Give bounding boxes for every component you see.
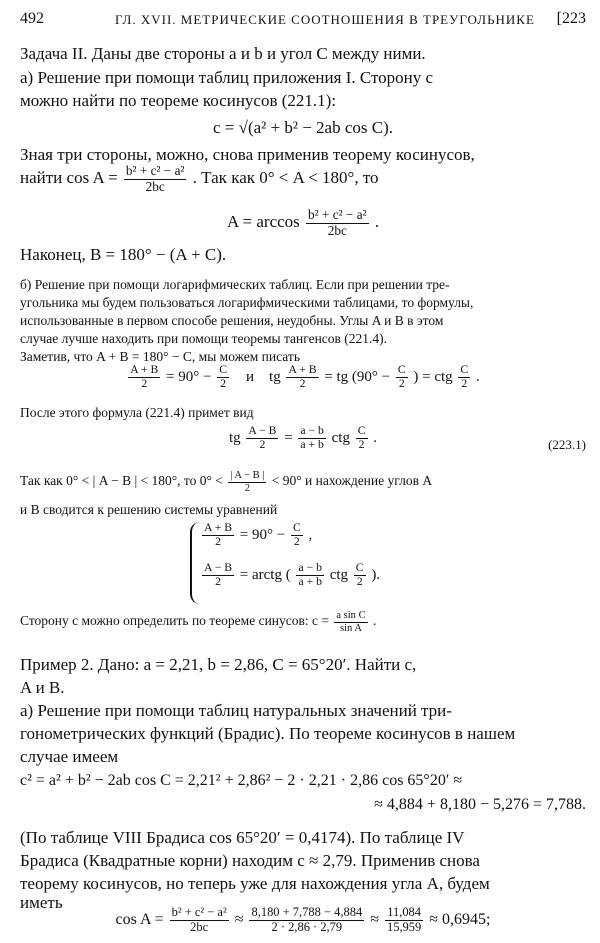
text-line: иметь [20, 893, 63, 912]
page-number: 492 [20, 10, 44, 27]
text-line: Зная три стороны, можно, снова применив теорему косинусов, [20, 145, 475, 164]
text-line: Наконец, B = 180° − (A + C). [20, 245, 227, 264]
text-line: (По таблице VIII Брадиса cos 65°20′ = 0,4174). По таблице IV [20, 828, 465, 847]
formula-cos-a-value: cos A = $\frac{\text{b² + c² − a²}}{2bc}$ ≈ $\frac{8,180 + 7,788 - 4,884}{2 \cdot 2,86 \cdot 2,79}$ ≈ $\frac{11,084}{15,959}$ ≈ 0,6945; [115, 906, 491, 934]
formula-c-squared-value: ≈ 4,884 + 8,180 − 5,276 = 7,788. [374, 796, 586, 813]
task-title: Задача II. Даны две стороны a и b и угол C между ними. [20, 44, 426, 63]
fraction: $\frac{\text{b² + c² − a²}}{2bc}$ [308, 208, 367, 238]
equation-system [190, 522, 570, 604]
text-line: Брадиса (Квадратные корни) находим c ≈ 2,79. Применив снова [20, 851, 480, 870]
formula-c-squared: c² = a² + b² − 2ab cos C = 2,21² + 2,86² − 2 · 2,21 · 2,86 cos 65°20′ ≈ [20, 772, 463, 789]
section-number: [223 [556, 10, 586, 27]
fraction: $\frac{\text{b² + c² − a²}}{2bc}$ [125, 164, 185, 194]
formula-223-1: tg $\frac{A - B}{2}$ = $\frac{a - b}{a + b}$ ctg $\frac{C}{2}$ . (223.1) [228, 425, 586, 452]
text-line: можно найти по теореме косинусов (221.1): [20, 91, 337, 110]
small-text-line: б) Решение при помощи логарифмических таблиц. Если при решении тре- [20, 277, 450, 292]
small-text-line: Заметив, что A + B = 180° − C, мы можем писать [20, 349, 300, 364]
text-line: а) Решение при помощи таблиц приложения I. Сторону c [20, 68, 434, 87]
small-text-line: случае лучше находить при помощи теоремы тангенсов (221.4). [20, 331, 388, 346]
system-brace: $\frac{A + B}{2}$ = 90° − $\frac{C}{2}$ , $\frac{A - B}{2}$ = arctg ( $\frac{a - b}{a + b}$ ctg $\frac{C}{2}$ ). [190, 522, 380, 604]
small-text-line: использованные в первом способе решения, неудобны. Углы A и B в этом [20, 313, 444, 328]
equation-number: (223.1) [548, 437, 586, 452]
example-title: Пример 2. Дано: a = 2,21, b = 2,86, C = 65°20′. Найти c, [20, 655, 417, 674]
formula-cosine-law: c = √(a² + b² − 2ab cos C). [213, 118, 393, 137]
text-line: а) Решение при помощи таблиц натуральных значений три- [20, 701, 452, 720]
small-text-line: и B сводится к решению системы уравнений [20, 502, 278, 517]
small-text-line: После этого формула (221.4) примет вид [20, 405, 254, 420]
text-line: случае имеем [20, 747, 119, 766]
text-line: гонометрических функций (Брадис). По теореме косинусов в нашем [20, 724, 516, 743]
small-text-line: Так как 0° < | A − B | < 180°, то 0° < $\frac{| A - B |}{2}$ < 90° и нахождение углов A [20, 470, 433, 494]
formula-half-angles: $\frac{A + B}{2}$ = 90° − $\frac{C}{2}$ и tg $\frac{A + B}{2}$ = tg (90° − $\frac{C}{2}$ ) = ctg $\frac{C}{2}$ . [130, 364, 480, 390]
running-header [20, 10, 586, 32]
text-line-cos-a: найти cos A = $\frac{\text{b² + c² − a²}}{2bc}$ . Так как 0° < A < 180°, то [20, 164, 379, 194]
formula-arccos: A = arccos $\frac{\text{b² + c² − a²}}{2bc}$ . [226, 208, 380, 238]
text-line: теорему косинусов, но теперь уже для нахождения угла A, будем [20, 874, 490, 893]
small-text-line: угольника мы будем пользоваться логарифмическими таблицами, то формулы, [20, 295, 474, 310]
running-title: ГЛ. XVII. МЕТРИЧЕСКИЕ СООТНОШЕНИЯ В ТРЕУГОЛЬНИКЕ [115, 12, 535, 27]
small-text-line: Сторону c можно определить по теореме синусов: c = $\frac{\text{a sin C}}{\text{sin A}}$ . [20, 610, 377, 634]
text-line: A и B. [20, 678, 65, 697]
